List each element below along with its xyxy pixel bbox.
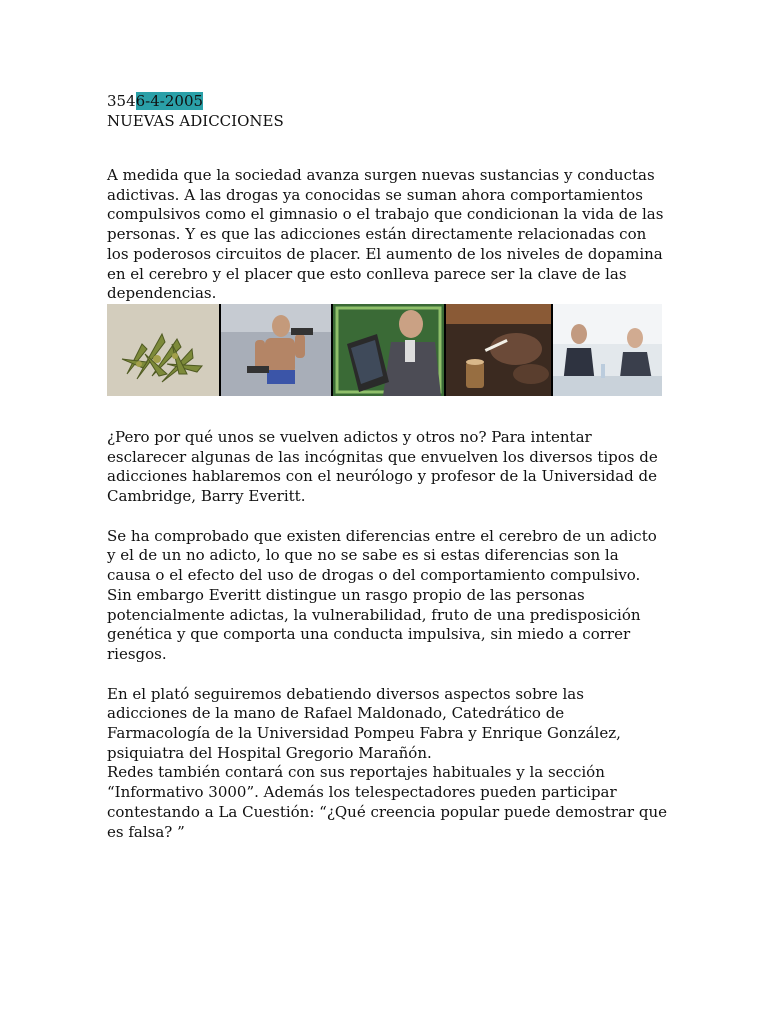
paragraph-research: Se ha comprobado que existen diferencias entre el cerebro de un adicto y el de un no adicto, lo que no se sabe es si estas diferencias son la causa o el efecto del uso de drogas o del comportamiento compulsivo. Sin embargo Everitt distingue un rasgo propio de las personas potencialmente adictas, la vulnerabilidad, fruto de una predisposición genética y que comporta una conducta impulsiva, sin miedo a correr riesgos. xyxy=(107,526,657,663)
document-header-line xyxy=(107,92,667,112)
document-title: NUEVAS ADICCIONES xyxy=(107,111,284,130)
paragraph-intro: A medida que la sociedad avanza surgen nuevas sustancias y conductas adictivas. A las drogas ya conocidas se suman ahora comportamientos compulsivos como el gimnasio o el trabajo que condicionan la vida de las personas. Y es que las adicciones están directamente relacionadas con los poderosos circuitos de placer. El aumento de los niveles de dopamina en el cerebro y el placer que esto conlleva parece ser la clave de las dependencias. xyxy=(107,166,664,303)
studio-discussion-image xyxy=(553,304,662,396)
hands-with-cigarette-and-drink-image xyxy=(446,304,551,396)
man-with-laptop-image xyxy=(333,304,444,396)
image-strip xyxy=(107,304,662,396)
document-number: 354 xyxy=(107,92,136,110)
paragraph-studio: En el plató seguiremos debatiendo diversos aspectos sobre las adicciones de la mano de Rafael Maldonado, Catedrático de Farmacología de la Universidad Pompeu Fabra y Enrique González, psiquiatra del Hospital Gregorio Marañón. xyxy=(107,684,621,762)
plant-leaves-image xyxy=(107,304,219,396)
paragraph-question: ¿Pero por qué unos se vuelven adictos y otros no? Para intentar esclarecer algunas de las incógnitas que envuelven los diversos tipos de adicciones hablaremos con el neurólogo y profesor de la Universidad de Cambridge, Barry Everitt. xyxy=(107,427,658,506)
document-body xyxy=(107,92,667,842)
document-date-highlight: 6-4-2005 xyxy=(135,92,204,110)
paragraph-redes: Redes también contará con sus reportajes habituales y la sección “Informativo 3000”. Además los telespectadores pueden participar contestando a La Cuestión: “¿Qué creencia popular puede demostrar que es falsa? ” xyxy=(107,763,667,841)
man-lifting-weights-image xyxy=(221,304,331,396)
